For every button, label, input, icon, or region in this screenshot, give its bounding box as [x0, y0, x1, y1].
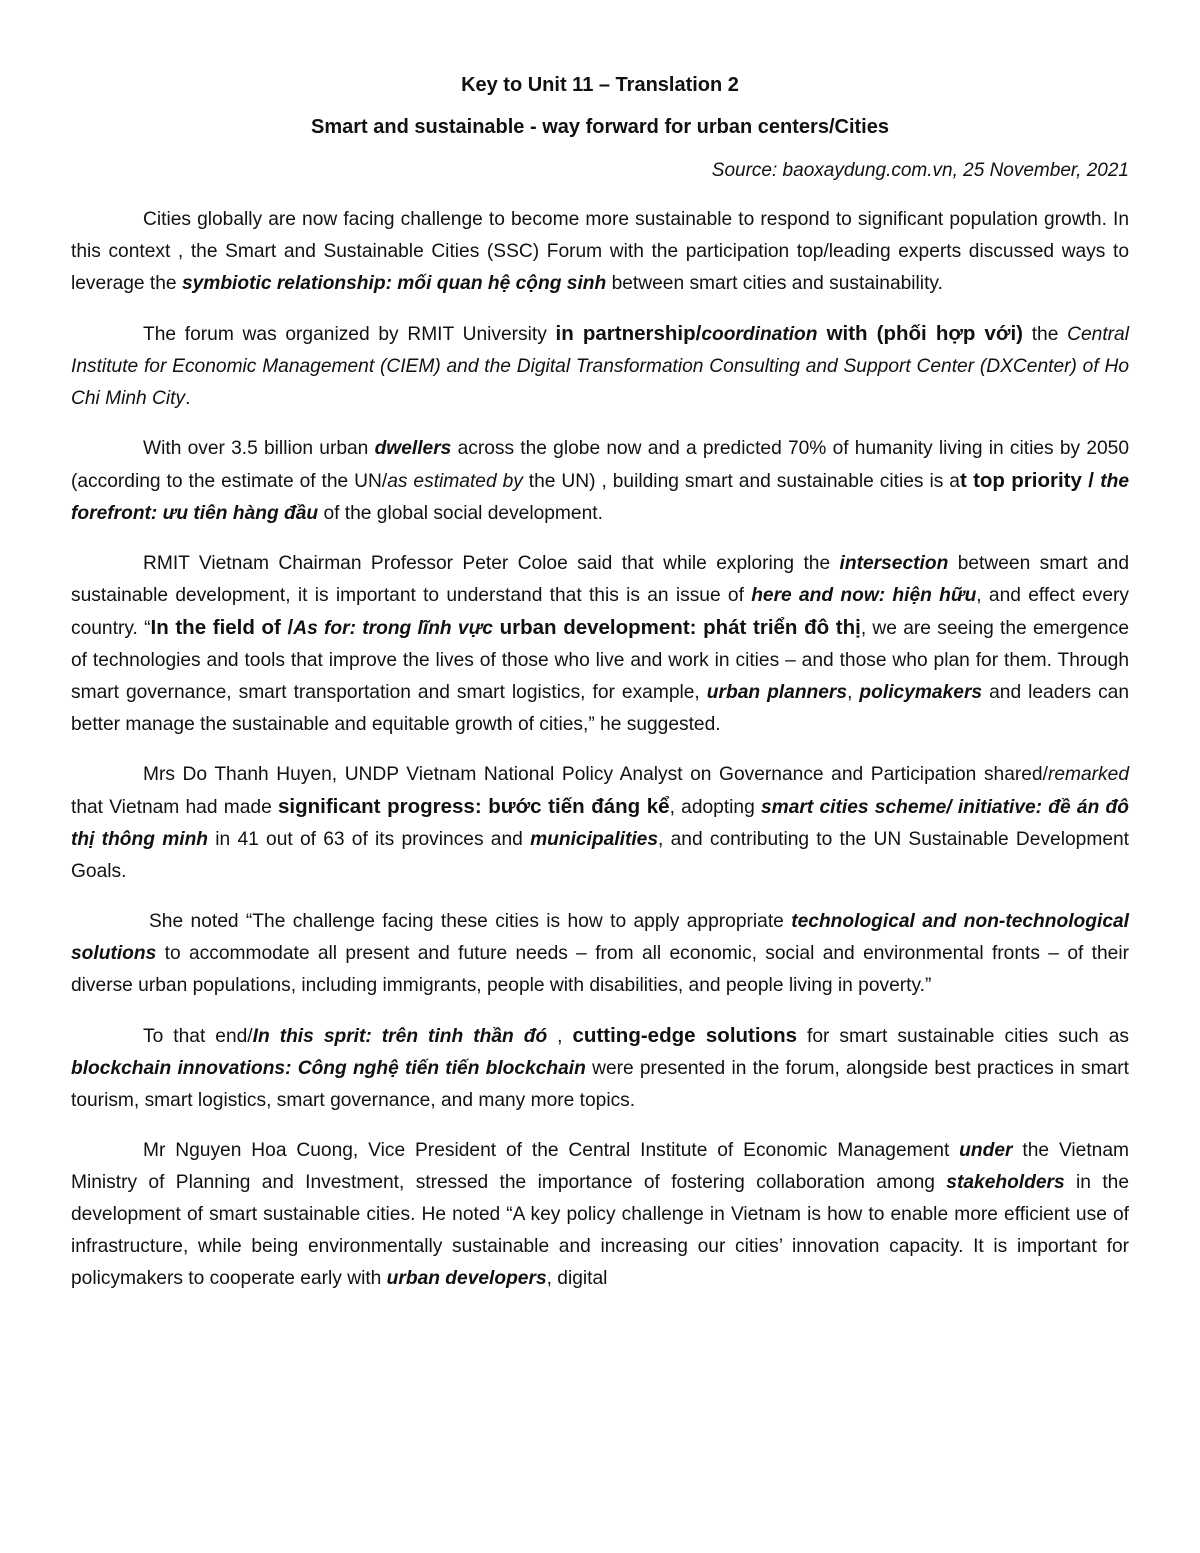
text-run: Cities globally are now facing challenge to become more sustainable to respond to significant population growth. In this context , the Smart and Sustainable Cities (SSC) Forum with the participation top/leading experts discussed ways to leverage the — [71, 209, 1129, 294]
source-line: Source: baoxaydung.com.vn, 25 November, 2021 — [711, 160, 1129, 181]
text-run: for smart sustainable cities such as — [797, 1026, 1130, 1047]
text-run: and leaders can better manage the sustainable and equitable growth of cities,” he suggested. — [71, 682, 1130, 735]
text-run: The forum was organized by RMIT University — [143, 324, 556, 345]
text-run: of the global social development. — [318, 503, 603, 524]
text-run: the UN) , building smart and sustainable cities is a — [522, 471, 960, 492]
emphasized-term: with (phối hợp với) — [817, 322, 1024, 345]
paragraph — [71, 1135, 1129, 1295]
paragraph — [71, 548, 1129, 741]
paragraph — [71, 906, 1129, 1002]
text-run: , — [847, 682, 860, 703]
text-run: RMIT Vietnam Chairman Professor Peter Coloe said that while exploring the — [143, 553, 840, 574]
document-subtitle: Smart and sustainable - way forward for urban centers/Cities — [311, 116, 889, 138]
text-run: , digital — [546, 1268, 608, 1289]
emphasized-term: as estimated by — [387, 471, 523, 492]
document-title: Key to Unit 11 – Translation 2 — [461, 74, 739, 96]
emphasized-term: policymakers — [859, 682, 983, 703]
paragraph — [71, 759, 1129, 888]
paragraph — [71, 318, 1129, 415]
text-run: the — [1023, 324, 1068, 345]
emphasized-term: cutting-edge solutions — [572, 1024, 798, 1047]
text-run: , adopting — [669, 797, 762, 818]
text-run: . — [185, 388, 191, 409]
emphasized-term: Central Institute for Economic Management (CIEM) and the Digital Transformation Consulting and Support Center (DXCenter) of Ho Chi Minh City — [71, 324, 1129, 409]
text-run: in 41 out of 63 of its provinces and — [208, 829, 531, 850]
text-run: Mr Nguyen Hoa Cuong, Vice President of the Central Institute of Economic Management — [143, 1140, 960, 1161]
emphasized-term: technological and non-technological solutions — [71, 911, 1129, 964]
text-run: in the development of smart sustainable cities. He noted “A key policy challenge in Vietnam is how to enable more efficient use of infrastructure, while being environmentally sustainable and increasing our cities’ innovation capacity. It is important for policymakers to cooperate early with — [71, 1172, 1129, 1289]
text-run: With over 3.5 billion urban — [143, 438, 375, 459]
emphasized-term: coordination — [701, 324, 818, 345]
emphasized-term: in partnership/ — [555, 322, 702, 345]
emphasized-term: here and now: hiện hữu — [751, 585, 977, 606]
emphasized-term: blockchain innovations: Công nghệ tiến tiến blockchain — [71, 1058, 586, 1079]
emphasized-term: under — [959, 1140, 1013, 1161]
emphasized-term: remarked — [1047, 764, 1129, 785]
document-page — [71, 70, 1129, 1313]
text-run: across the globe now and a predicted 70% of humanity living in cities by 2050 (according to the estimate of the UN/ — [71, 438, 1130, 492]
emphasized-term: intersection — [839, 553, 949, 574]
paragraph — [71, 1020, 1129, 1117]
text-run: the Vietnam Ministry of Planning and Investment, stressed the importance of fostering collaboration among — [71, 1140, 1129, 1193]
emphasized-term: urban development: phát triển đô thị — [492, 616, 861, 639]
text-run: Mrs Do Thanh Huyen, UNDP Vietnam National Policy Analyst on Governance and Participation shared/ — [143, 764, 1048, 785]
emphasized-term: symbiotic relationship: mối quan hệ cộng sinh — [181, 273, 607, 294]
text-run: She noted “The challenge facing these cities is how to apply appropriate — [149, 911, 792, 932]
emphasized-term: In the field of / — [150, 616, 294, 639]
emphasized-term: dwellers — [374, 438, 452, 459]
article-body — [71, 204, 1129, 1295]
emphasized-term: In this sprit: trên tinh thần đó — [252, 1026, 548, 1047]
text-run: To that end/ — [143, 1026, 253, 1047]
emphasized-term: urban planners — [706, 682, 848, 703]
text-run: to accommodate all present and future needs – from all economic, social and environmental fronts – of their diverse urban populations, including immigrants, people with disabilities, and people living in poverty.” — [71, 943, 1129, 996]
text-run: between smart and sustainable development, it is important to understand that this is an issue of — [71, 553, 1129, 606]
emphasized-term: t top priority / — [959, 469, 1101, 492]
emphasized-term: As for: trong lĩnh vực — [293, 618, 493, 639]
emphasized-term: the forefront: ưu tiên hàng đầu — [71, 471, 1130, 524]
paragraph — [71, 204, 1129, 300]
text-run: , we are seeing the emergence of technologies and tools that improve the lives of those who live and work in cities – and those who plan for them. Through smart governance, smart transportation and smart logistics, for example, — [71, 618, 1129, 703]
emphasized-term: urban developers — [386, 1268, 547, 1289]
text-run: , — [547, 1026, 573, 1047]
text-run: , and effect every country. “ — [71, 585, 1129, 639]
text-run: that Vietnam had made — [71, 797, 278, 818]
paragraph — [71, 433, 1129, 530]
text-run: between smart cities and sustainability. — [606, 273, 943, 294]
emphasized-term: stakeholders — [946, 1172, 1065, 1193]
emphasized-term: significant progress: bước tiến đáng kể — [277, 795, 670, 818]
text-run: , and contributing to the UN Sustainable Development Goals. — [71, 829, 1129, 882]
emphasized-term: municipalities — [530, 829, 659, 850]
emphasized-term: smart cities scheme/ initiative: đề án đô thị thông minh — [71, 797, 1129, 850]
text-run: were presented in the forum, alongside best practices in smart tourism, smart logistics, smart governance, and many more topics. — [71, 1058, 1130, 1111]
